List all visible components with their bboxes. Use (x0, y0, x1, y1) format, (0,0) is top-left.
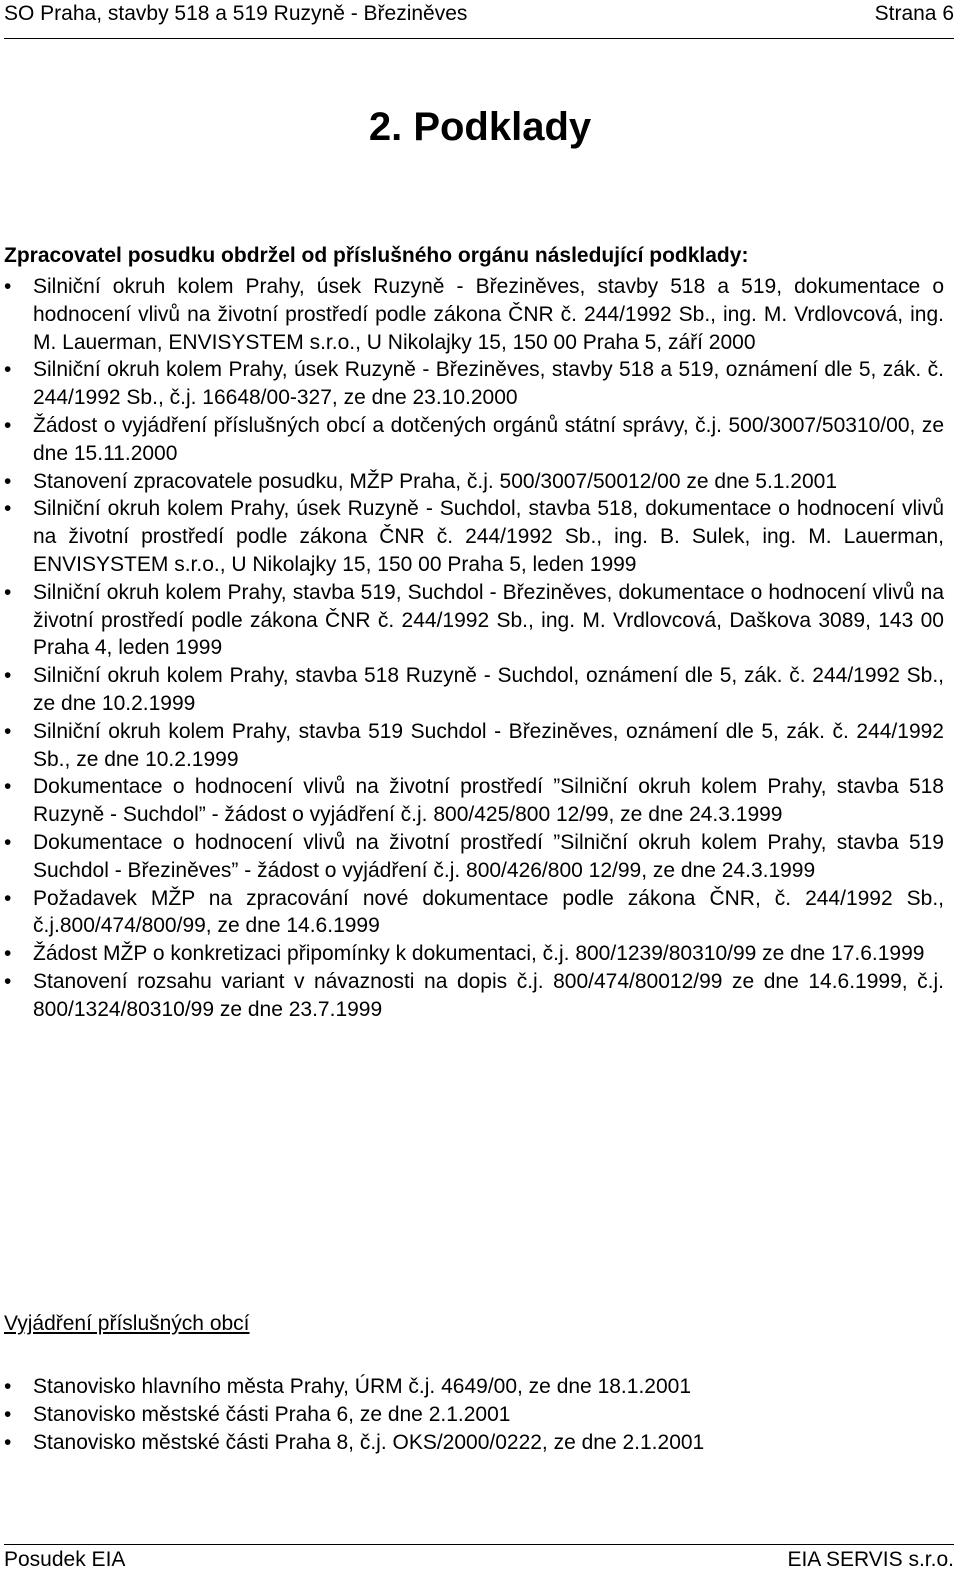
list-item-text: Stanovisko městské části Praha 8, č.j. OKS/2000/0222, ze dne 2.1.2001 (33, 1430, 705, 1454)
list-item-text: Silniční okruh kolem Prahy, stavba 519, Suchdol - Březiněves, dokumentace o hodnocení vlivů na životní prostředí podle zákona ČNR č. 244/1992 Sb., ing. M. Vrdlovcová, Daškova 3089, 143 00 Praha 4, leden 1999 (33, 580, 944, 660)
bullet-icon: • (4, 413, 12, 437)
page-footer (4, 1544, 954, 1585)
bullet-icon: • (4, 719, 12, 743)
list-item (0, 1373, 944, 1401)
chapter-title: 2. Podklady (368, 105, 592, 149)
bullet-icon: • (4, 942, 12, 966)
list-item-text: Dokumentace o hodnocení vlivů na životní prostředí ”Silniční okruh kolem Prahy, stavba 518 Ruzyně - Suchdol” - žádost o vyjádření č.j. 800/425/800 12/99, ze dne 24.3.1999 (33, 775, 944, 827)
list-item-text: Silniční okruh kolem Prahy, úsek Ruzyně - Březiněves, stavby 518 a 519, dokumentace o hodnocení vlivů na životní prostředí podle zákona ČNR č. 244/1992 Sb., ing. M. Vrdlovcová, ing. M. Lauerman, ENVISYSTEM s.r.o., U Nikolajky 15, 150 00 Praha 5, září 2000 (33, 275, 944, 354)
footer-company: EIA SERVIS s.r.o. (787, 1548, 954, 1571)
list-item-text: Stanovení zpracovatele posudku, MŽP Praha, č.j. 500/3007/50012/00 ze dne 5.1.2001 (33, 469, 838, 493)
bullet-icon: • (4, 1430, 12, 1454)
list-item (0, 1429, 944, 1457)
list-item-text: Žádost o vyjádření příslušných obcí a dotčených orgánů státní správy, č.j. 500/3007/50310/00, ze dne 15.11.2000 (33, 413, 944, 465)
list-item-text: Stanovisko městské části Praha 6, ze dne 2.1.2001 (33, 1402, 511, 1426)
section-heading: Vyjádření příslušných obcí (4, 1312, 250, 1335)
list-item-text: Stanovisko hlavního města Prahy, ÚRM č.j. 4649/00, ze dne 18.1.2001 (33, 1375, 691, 1398)
bullet-icon: • (4, 497, 12, 521)
bullet-icon: • (4, 469, 12, 493)
list-item (0, 773, 944, 829)
source-documents-list (0, 273, 944, 1024)
list-item (0, 495, 944, 578)
bullet-icon: • (4, 886, 12, 910)
list-item-text: Dokumentace o hodnocení vlivů na životní prostředí ”Silniční okruh kolem Prahy, stavba 519 Suchdol - Březiněves” - žádost o vyjádření č.j. 800/426/800 12/99, ze dne 24.3.1999 (33, 830, 944, 882)
list-item-text: Silniční okruh kolem Prahy, úsek Ruzyně - Březiněves, stavby 518 a 519, oznámení dle 5, zák. č. 244/1992 Sb., č.j. 16648/00-327, ze dne 23.10.2000 (33, 358, 944, 410)
bullet-icon: • (4, 358, 12, 382)
lead-paragraph: Zpracovatel posudku obdržel od příslušného orgánu následující podklady: (4, 244, 749, 267)
page-header (4, 2, 954, 39)
list-item (0, 885, 944, 941)
bullet-icon: • (4, 969, 12, 993)
list-item-text: Silniční okruh kolem Prahy, stavba 519 Suchdol - Březiněves, oznámení dle 5, zák. č. 244/1992 Sb., ze dne 10.2.1999 (33, 719, 944, 771)
header-document-title: SO Praha, stavby 518 a 519 Ruzyně - Březiněves (4, 2, 468, 25)
bullet-icon: • (4, 1402, 12, 1426)
bullet-icon: • (4, 580, 12, 604)
bullet-icon: • (4, 1375, 12, 1398)
list-item (0, 662, 944, 718)
bullet-icon: • (4, 830, 12, 854)
list-item (0, 1401, 944, 1429)
municipal-opinions-list (0, 1373, 944, 1456)
list-item-text: Žádost MŽP o konkretizaci připomínky k dokumentaci, č.j. 800/1239/80310/99 ze dne 17.6.1999 (33, 942, 925, 966)
header-page-number: Strana 6 (874, 2, 954, 25)
bullet-icon: • (4, 664, 12, 688)
list-item (0, 356, 944, 412)
list-item (0, 579, 944, 662)
list-item (0, 968, 944, 1024)
bullet-icon: • (4, 275, 12, 298)
list-item (0, 829, 944, 885)
bullet-icon: • (4, 775, 12, 799)
list-item-text: Stanovení rozsahu variant v návaznosti na dopis č.j. 800/474/80012/99 ze dne 14.6.1999, č.j. 800/1324/80310/99 ze dne 23.7.1999 (33, 969, 944, 1021)
footer-document-type: Posudek EIA (4, 1548, 126, 1571)
list-item (0, 273, 944, 356)
list-item (0, 412, 944, 468)
list-item-text: Požadavek MŽP na zpracování nové dokumentace podle zákona ČNR, č. 244/1992 Sb., č.j.800/474/800/99, ze dne 14.6.1999 (33, 886, 944, 938)
list-item-text: Silniční okruh kolem Prahy, úsek Ruzyně - Suchdol, stavba 518, dokumentace o hodnocení vlivů na životní prostředí podle zákona ČNR č. 244/1992 Sb., ing. B. Sulek, ing. M. Lauerman, ENVISYSTEM s.r.o., U Nikolajky 15, 150 00 Praha 5, leden 1999 (33, 497, 944, 576)
list-item (0, 718, 944, 774)
list-item-text: Silniční okruh kolem Prahy, stavba 518 Ruzyně - Suchdol, oznámení dle 5, zák. č. 244/1992 Sb., ze dne 10.2.1999 (33, 664, 944, 715)
list-item (0, 468, 944, 496)
list-item (0, 940, 944, 968)
